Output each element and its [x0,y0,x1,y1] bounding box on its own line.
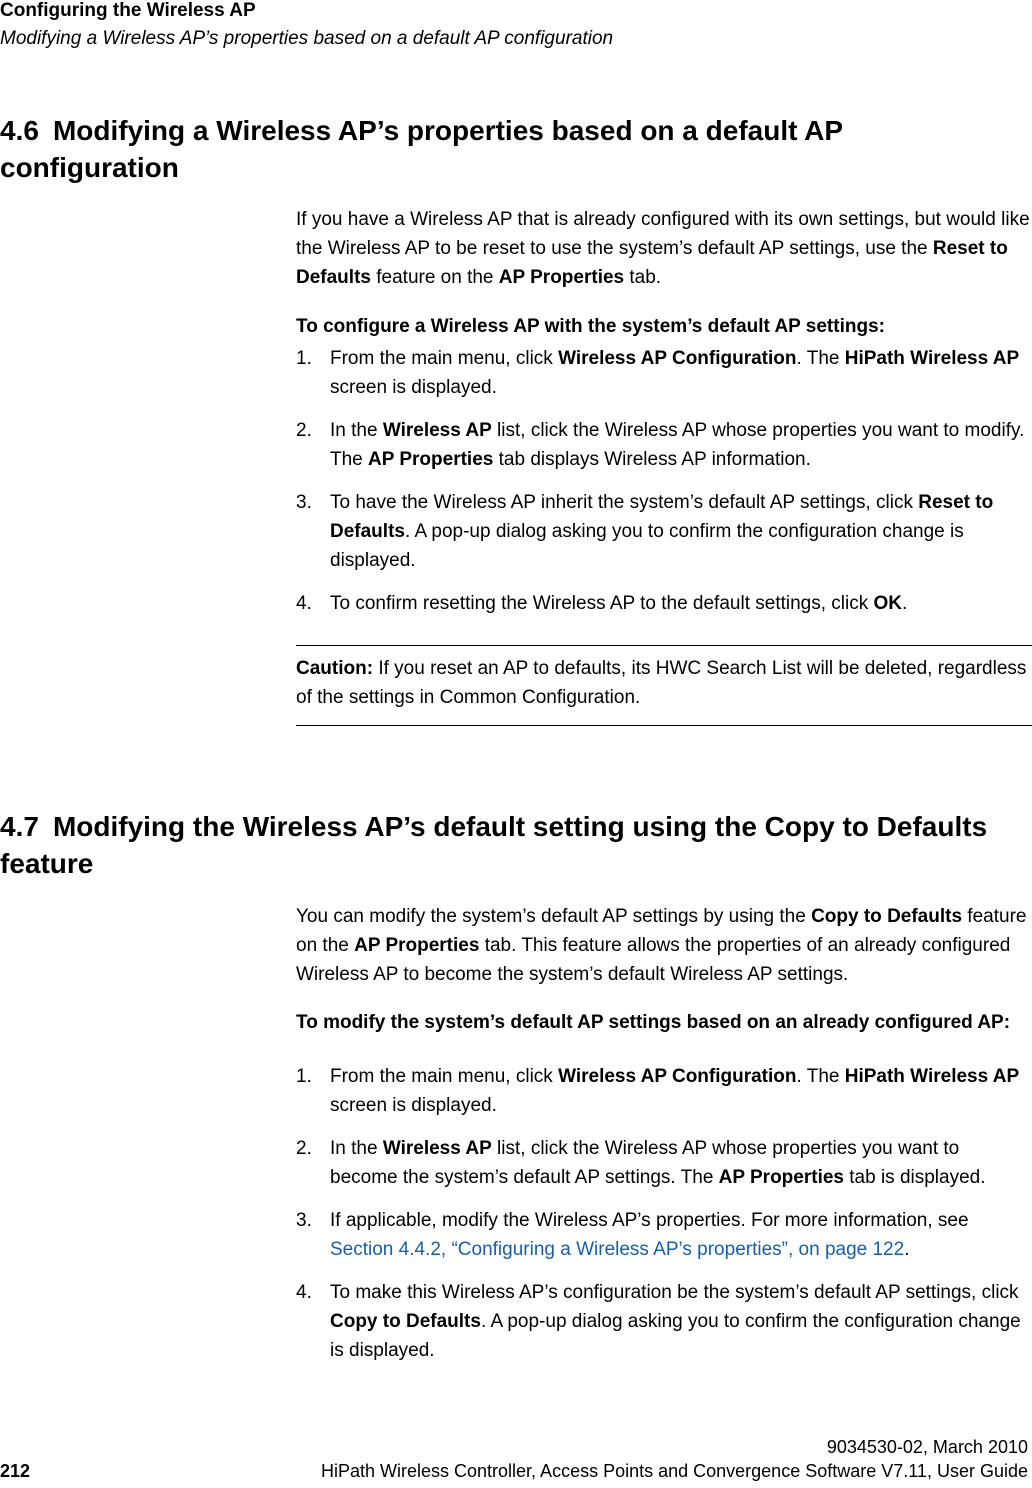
step-item [296,344,1030,402]
step-item [296,416,1030,474]
section-4-7-intro [296,902,1030,989]
step-bold: Wireless AP [382,420,492,441]
intro-text: tab. This feature allows the properties of an already configured Wireless AP to become the system’s default Wireless AP settings. [296,935,1011,985]
guide-title: HiPath Wireless Controller, Access Points and Convergence Software V7.11, User Guide [320,1461,1028,1481]
step-text: In the [330,1138,383,1159]
intro-bold: AP Properties [498,267,625,288]
section-4-7-heading [0,808,1028,882]
step-text: . The [796,348,845,369]
intro-bold: AP Properties [354,935,480,956]
step-text: To confirm resetting the Wireless AP to the default settings, click [330,593,874,614]
intro-text: tab. [624,267,662,288]
step-bold: HiPath Wireless AP [844,1066,1020,1087]
step-item [296,1134,1030,1192]
step-item [296,1206,1030,1264]
chapter-title: Configuring the Wireless AP [0,0,256,21]
section-subtitle: Modifying a Wireless AP’s properties based on a default AP configuration [0,28,614,49]
step-text: . A pop-up dialog asking you to confirm the configuration change is displayed. [330,521,964,571]
step-text: list, click the Wireless AP whose properties you want to modify. The [330,420,1025,470]
caution-label: Caution: [296,658,374,679]
step-text: screen is displayed. [330,377,497,398]
intro-text: If you have a Wireless AP that is already configured with its own settings, but would like the Wireless AP to be reset to use the system’s default AP settings, use the [296,209,1030,259]
step-text: . [904,1239,910,1260]
step-bold: HiPath Wireless AP [844,348,1020,369]
step-text: . The [796,1066,845,1087]
step-text: tab is displayed. [843,1167,986,1188]
step-number: 4. [296,593,312,614]
section-number: 4.7 [0,811,39,842]
step-bold: AP Properties [718,1167,844,1188]
step-bold: Wireless AP Configuration [558,1066,797,1087]
step-bold: AP Properties [368,449,494,470]
procedure-title: To configure a Wireless AP with the system’s default AP settings: [296,316,885,337]
step-item [296,1062,1030,1120]
caution-bottom-rule [296,725,1032,726]
step-number: 2. [296,1138,312,1159]
cross-reference-link[interactable]: Section 4.4.2, “Configuring a Wireless AP’s properties”, on page 122 [330,1239,905,1260]
section-4-6-steps [296,344,1030,618]
step-bold: Wireless AP Configuration [558,348,797,369]
caution-note [296,654,1030,712]
intro-text: You can modify the system’s default AP settings by using the [296,906,812,927]
step-item [296,589,1030,618]
step-number: 4. [296,1282,312,1303]
step-text: screen is displayed. [330,1095,497,1116]
step-text: list, click the Wireless AP whose properties you want to become the system’s default AP settings. The [330,1138,960,1188]
step-text: tab displays Wireless AP information. [493,449,811,470]
step-bold: Reset to Defaults [330,492,994,542]
step-text: To make this Wireless AP’s configuration be the system’s default AP settings, click [330,1282,1019,1303]
step-text: . [902,593,908,614]
step-number: 3. [296,492,312,513]
document-id: 9034530-02, March 2010 [826,1437,1028,1457]
intro-text: feature on the [370,267,499,288]
step-text: In the [330,420,383,441]
step-bold: Wireless AP [382,1138,492,1159]
page-number: 212 [0,1461,31,1481]
caution-text: If you reset an AP to defaults, its HWC Search List will be deleted, regardless of the settings in Common Configuration. [296,658,1027,708]
step-number: 1. [296,1066,312,1087]
step-text: From the main menu, click [330,348,559,369]
step-number: 2. [296,420,312,441]
step-text: To have the Wireless AP inherit the system’s default AP settings, click [330,492,919,513]
procedure-title: To modify the system’s default AP settings based on an already configured AP: [296,1012,1011,1033]
section-4-6-heading [0,112,1028,186]
step-text: If applicable, modify the Wireless AP’s properties. For more information, see [330,1210,969,1231]
intro-bold: Copy to Defaults [811,906,963,927]
section-title: Modifying a Wireless AP’s properties based on a default AP configuration [0,115,843,183]
step-item [296,488,1030,575]
section-4-7-steps [296,1062,1030,1365]
section-number: 4.6 [0,115,39,146]
step-item [296,1278,1030,1365]
section-title: Modifying the Wireless AP’s default setting using the Copy to Defaults feature [0,811,988,879]
step-number: 3. [296,1210,312,1231]
step-bold: OK [873,593,903,614]
step-text: . A pop-up dialog asking you to confirm the configuration change is displayed. [330,1311,1021,1361]
section-4-6-intro [296,205,1030,292]
step-text: From the main menu, click [330,1066,559,1087]
intro-bold: Reset to Defaults [296,238,1008,288]
intro-text: feature on the [296,906,1027,956]
caution-top-rule [296,645,1032,646]
step-bold: Copy to Defaults [330,1311,481,1332]
step-number: 1. [296,348,312,369]
